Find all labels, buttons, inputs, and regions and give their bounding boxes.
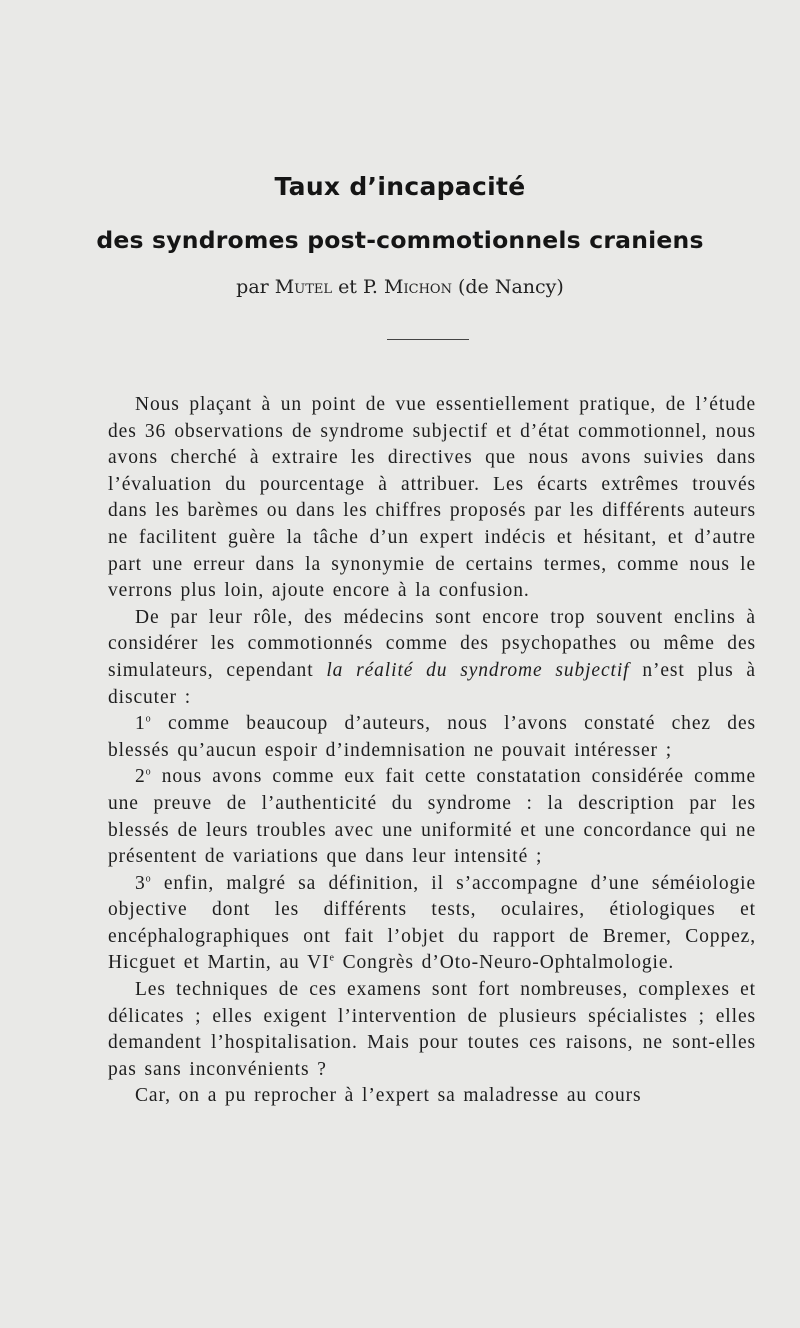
- list-item-3-text-b: Congrès d’Oto-Neuro-Ophtalmologie.: [342, 952, 675, 974]
- ordinal-superscript: e: [329, 952, 335, 964]
- author-2-initial: P.: [363, 276, 378, 298]
- list-item-1: [108, 711, 756, 764]
- title-line-2: des syndromes post-commotionnels craniens: [96, 226, 704, 254]
- title-divider: [387, 339, 469, 340]
- byline-conj: et: [338, 276, 357, 298]
- affiliation: (de Nancy): [457, 276, 564, 298]
- author-1: Mutel: [274, 276, 333, 298]
- body-text: [108, 392, 756, 1110]
- paragraph-2-start: De par leur rôle, des médecins sont encore trop souvent enclins à considérer les commotionnés comme des psychopathes ou même des simulateurs, cependant: [108, 606, 756, 681]
- paragraph-2-end: n’est plus à discuter :: [108, 659, 756, 708]
- list-item-2-text: nous avons comme eux fait cette constatation considérée comme une preuve de l’authenticité du syndrome : la description par les blessés de leurs troubles avec une uniformité et une concordance qui ne présentent de variations que dans leur intensité ;: [108, 766, 756, 868]
- list-item-1-text: comme beaucoup d’auteurs, nous l’avons constaté chez des blessés qu’aucun espoir d’indemnisation ne pouvait intéresser ;: [108, 713, 756, 761]
- paragraph-4: Car, on a pu reprocher à l’expert sa maladresse au cours: [135, 1085, 642, 1107]
- paragraph-3: Les techniques de ces examens sont fort nombreuses, complexes et délicates ; elles exigent l’intervention de plusieurs spécialistes ; elles demandent l’hospitalisation. Mais pour toutes ces raisons, ne sont-elles pas sans inconvénients ?: [108, 979, 756, 1080]
- paragraph-2-italic: la réalité du syndrome subjectif: [326, 659, 630, 681]
- degree-mark: o: [145, 873, 152, 885]
- list-item-2-number: 2: [135, 766, 146, 788]
- paragraph-1: Nous plaçant à un point de vue essentiellement pratique, de l’étude des 36 observations de syndrome subjectif et d’état commotionnel, nous avons cherché à extraire les directives que nous avons suivies dans l’évaluation du pourcentage à attribuer. Les écarts extrêmes trouvés dans les barèmes ou dans les chiffres proposés par les différents auteurs ne facilitent guère la tâche d’un expert indécis et hésitant, et d’autre part une erreur dans la synonymie de certains termes, comme nous le verrons plus loin, ajoute encore à la confusion.: [108, 394, 756, 602]
- list-item-3-number: 3: [135, 872, 146, 894]
- author-2: Michon: [384, 276, 452, 298]
- degree-mark: o: [145, 766, 152, 778]
- byline: [0, 276, 800, 298]
- list-item-3-text-a: enfin, malgré sa définition, il s’accompagne d’une séméiologie objective dont les différents tests, oculaires, étiologiques et encéphalographiques ont fait l’objet du rapport de Bremer, Coppez, Hicguet et Martin, au VI: [108, 872, 756, 974]
- byline-prefix: par: [236, 276, 269, 298]
- title-line-1: Taux d’incapacité: [274, 172, 526, 201]
- list-item-1-number: 1: [135, 713, 146, 735]
- paragraph-2: [108, 605, 756, 711]
- list-item-3: [108, 871, 756, 977]
- list-item-2: [108, 764, 756, 870]
- degree-mark: o: [145, 713, 152, 725]
